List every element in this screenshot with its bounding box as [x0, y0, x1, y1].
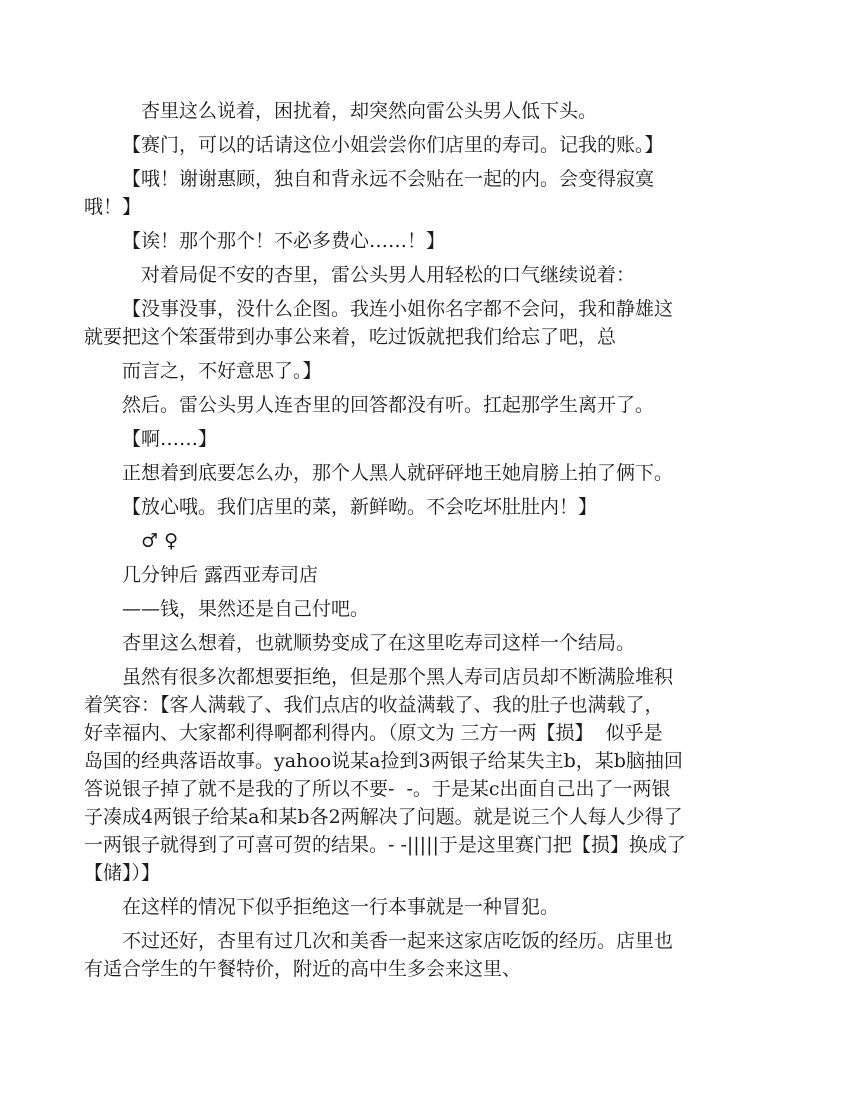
- text-line: 一两银子就得到了可喜可贺的结果。- -|||||于是这里赛门把【损】换成了: [84, 834, 686, 856]
- paragraph: [84, 629, 768, 657]
- paragraph: [84, 493, 768, 521]
- paragraph: [84, 391, 768, 419]
- text-line: 杏里这么想着，也就顺势变成了在这里吃寿司这样一个结局。: [122, 632, 636, 654]
- text-line: 然后。雷公头男人连杏里的回答都没有听。扛起那学生离开了。: [122, 394, 655, 416]
- text-line: 而言之，不好意思了。】: [122, 360, 322, 382]
- text-line: 【储】）】: [84, 862, 161, 884]
- text-line: 几分钟后 露西亚寿司店: [122, 564, 319, 586]
- paragraph: [84, 295, 768, 351]
- text-line: 哦！】: [84, 196, 142, 218]
- paragraph: [84, 261, 768, 289]
- text-line: 【赛门，可以的话请这位小姐尝尝你们店里的寿司。记我的账。】: [122, 134, 664, 156]
- text-line: 【哦！谢谢惠顾，独自和背永远不会贴在一起的内。会变得寂寞: [122, 168, 655, 190]
- paragraph: [84, 927, 768, 983]
- document-body: [84, 97, 768, 989]
- text-line: 杏里这么说着，困扰着，却突然向雷公头男人低下头。: [141, 100, 598, 122]
- text-line: 虽然有很多次都想要拒绝，但是那个黑人寿司店员却不断满脸堆积: [122, 666, 674, 688]
- paragraph: [84, 527, 768, 555]
- paragraph: [84, 357, 768, 385]
- paragraph: [84, 893, 768, 921]
- text-line: 答说银子掉了就不是我的了所以不要- -。于是某c出面自己出了一两银: [84, 778, 671, 800]
- paragraph: [84, 131, 768, 159]
- text-line: 就要把这个笨蛋带到办事公来着，吃过饭就把我们给忘了吧，总: [84, 326, 617, 348]
- text-line: 【诶！那个那个！不必多费心……！】: [122, 230, 446, 252]
- paragraph: [84, 459, 768, 487]
- text-line: 【放心哦。我们店里的菜，新鲜呦。不会吃坏肚肚内！】: [122, 496, 598, 518]
- text-line: 正想着到底要怎么办，那个人黑人就砰砰地王她肩膀上拍了俩下。: [122, 462, 674, 484]
- text-line: 在这样的情况下似乎拒绝这一行本事就是一种冒犯。: [122, 896, 560, 918]
- paragraph: [84, 425, 768, 453]
- text-line: 好幸福内、大家都利得啊都利得内。（原文为 三方一两【损】 似乎是: [84, 722, 663, 744]
- paragraph: [84, 663, 768, 887]
- text-line: 着笑容：【客人满载了、我们点店的收益满载了、我的肚子也满载了，: [84, 694, 664, 716]
- paragraph: [84, 561, 768, 589]
- text-line: 有适合学生的午餐特价，附近的高中生多会来这里、: [84, 958, 522, 980]
- text-line: ♂ ♀: [141, 530, 178, 552]
- paragraph: [84, 97, 768, 125]
- text-line: 不过还好，杏里有过几次和美香一起来这家店吃饭的经历。店里也: [122, 930, 674, 952]
- text-line: 【啊……】: [122, 428, 218, 450]
- text-line: 子凑成4两银子给某a和某b各2两解决了问题。就是说三个人每人少得了: [84, 806, 683, 828]
- text-line: 对着局促不安的杏里，雷公头男人用轻松的口气继续说着：: [141, 264, 636, 286]
- text-line: 岛国的经典落语故事。yahoo说某a捡到3两银子给某失主b，某b脑抽回: [84, 750, 683, 772]
- paragraph: [84, 227, 768, 255]
- paragraph: [84, 595, 768, 623]
- text-line: ——钱，果然还是自己付吧。: [122, 598, 370, 620]
- paragraph: [84, 165, 768, 221]
- text-line: 【没事没事，没什么企图。我连小姐你名字都不会问，我和静雄这: [122, 298, 674, 320]
